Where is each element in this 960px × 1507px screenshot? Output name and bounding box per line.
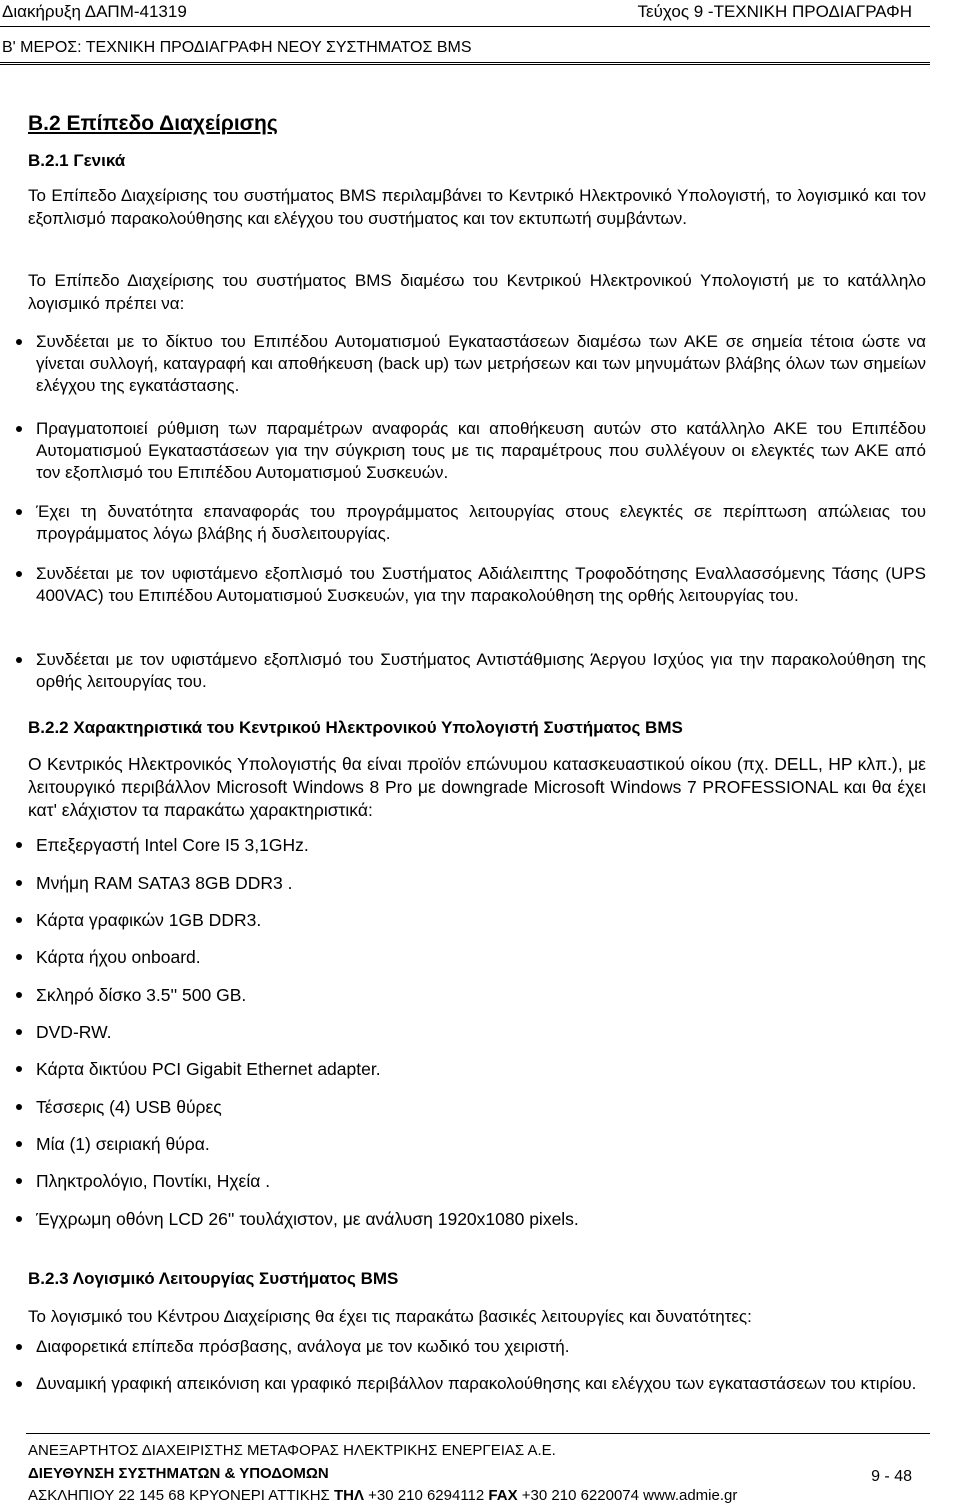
list-item: Συνδέεται με τον υφιστάμενο εξοπλισμό του Συστήματος Αντιστάθμισης Άεργου Ισχύος για την παρακολούθηση της ορθής λειτουργίας του.: [8, 649, 926, 693]
list-item: DVD-RW.: [8, 1021, 926, 1043]
footer-rule: [26, 1433, 930, 1434]
bullet-icon: [16, 1104, 22, 1110]
list-item: Μία (1) σειριακή θύρα.: [8, 1133, 926, 1155]
paragraph-general-1: Το Επίπεδο Διαχείρισης του συστήματος BMS περιλαμβάνει το Κεντρικό Ηλεκτρονικό Υπολογιστή, το λογισμικό και τον εξοπλισμό παρακολούθησης και ελέγχου του συστήματος και τον εκτυπωτή συμβάντων.: [28, 186, 926, 228]
list-item: Πραγματοποιεί ρύθμιση των παραμέτρων αναφοράς και αποθήκευση αυτών στο κατάλληλο ΑΚΕ του Επιπέδου Αυτοματισμού Εγκαταστάσεων για την σύγκριση τους με τις παραμέτρους που συλλέγουν οι ελεγκτές των ΑΚΕ από τον εξοπλισμό του Επιπέδου Αυτοματισμού Συσκευών.: [8, 418, 926, 484]
footer-company: ΑΝΕΞΑΡΤΗΤΟΣ ΔΙΑΧΕΙΡΙΣΤΗΣ ΜΕΤΑΦΟΡΑΣ ΗΛΕΚΤΡΙΚΗΣ ΕΝΕΡΓΕΙΑΣ Α.Ε.: [28, 1442, 556, 1459]
list-item: Κάρτα ήχου onboard.: [8, 946, 926, 968]
bullet-icon: [16, 992, 22, 998]
page-number: 9 - 48: [871, 1468, 912, 1485]
bullet-icon: [16, 1141, 22, 1147]
header-volume: Τεύχος 9 -ΤΕΧΝΙΚΗ ΠΡΟΔΙΑΓΡΑΦΗ: [637, 2, 912, 21]
bullet-icon: [16, 1178, 22, 1184]
list-item: Συνδέεται με το δίκτυο του Επιπέδου Αυτοματισμού Εγκαταστάσεων διαμέσω των ΑΚΕ σε σημεία τέτοια ώστε να γίνεται συλλογή, καταγραφή και αποθήκευση (back up) των μετρήσεων και των μηνυμάτων βλάβης όλων των σημείων ελέγχου της εγκατάστασης.: [8, 331, 926, 397]
header-rule-top: [0, 26, 930, 27]
list-item: Επεξεργαστή Intel Core I5 3,1GHz.: [8, 834, 926, 856]
list-item: Σκληρό δίσκο 3.5'' 500 GB.: [8, 984, 926, 1006]
list-item: Διαφορετικά επίπεδα πρόσβασης, ανάλογα με τον κωδικό του χειριστή.: [8, 1336, 926, 1358]
list-item: Δυναμική γραφική απεικόνιση και γραφικό περιβάλλον παρακολούθησης και ελέγχου των εγκαταστάσεων του κτιρίου.: [8, 1373, 926, 1395]
bullet-icon: [16, 954, 22, 960]
paragraph-software: Το λογισμικό του Κέντρου Διαχείρισης θα έχει τις παρακάτω βασικές λειτουργίες και δυνατότητες:: [28, 1307, 752, 1326]
list-item: Κάρτα δικτύου PCI Gigabit Ethernet adapter.: [8, 1058, 926, 1080]
paragraph-general-2: Το Επίπεδο Διαχείρισης του συστήματος BMS διαμέσω του Κεντρικού Ηλεκτρονικού Υπολογιστή με το κατάλληλο λογισμικό πρέπει να:: [28, 271, 926, 313]
header-rule-double: [0, 62, 930, 68]
bullet-icon: [16, 917, 22, 923]
list-item: Συνδέεται με τον υφιστάμενο εξοπλισμό του Συστήματος Αδιάλειπτης Τροφοδότησης Εναλλασσόμενης Τάσης (UPS 400VAC) του Επιπέδου Αυτοματισμού Συσκευών, για την παρακολούθηση της ορθής λειτουργίας του.: [8, 563, 926, 607]
bullet-icon: [16, 339, 22, 345]
paragraph-computer: Ο Κεντρικός Ηλεκτρονικός Υπολογιστής θα είναι προϊόν επώνυμου κατασκευαστικού οίκου (πχ. DELL, HP κλπ.), με λειτουργικό περιβάλλον Microsoft Windows 8 Pro με downgrade Microsoft Windows 7 PROFESSIONAL και θα έχει κατ' ελάχιστον τα παρακάτω χαρακτηριστικά:: [28, 754, 926, 820]
bullet-icon: [16, 842, 22, 848]
bullet-icon: [16, 1381, 22, 1387]
subsection-title-computer: Β.2.2 Χαρακτηριστικά του Κεντρικού Ηλεκτρονικού Υπολογιστή Συστήματος BMS: [28, 718, 683, 737]
subsection-title-general: Β.2.1 Γενικά: [28, 151, 126, 170]
list-item: Πληκτρολόγιο, Ποντίκι, Ηχεία .: [8, 1170, 926, 1192]
bullet-icon: [16, 657, 22, 663]
bullet-icon: [16, 426, 22, 432]
bullet-icon: [16, 509, 22, 515]
bullet-icon: [16, 1344, 22, 1350]
bullet-icon: [16, 1029, 22, 1035]
bullet-icon: [16, 1216, 22, 1222]
bullet-icon: [16, 571, 22, 577]
footer-division: ΔΙΕΥΘΥΝΣΗ ΣΥΣΤΗΜΑΤΩΝ & ΥΠΟΔΟΜΩΝ: [28, 1465, 329, 1482]
section-title: Β.2 Επίπεδο Διαχείρισης: [28, 112, 278, 135]
footer-address: ΑΣΚΛΗΠΙΟΥ 22 145 68 ΚΡΥΟΝΕΡΙ ΑΤΤΙΚΗΣ ΤΗΛ +30 210 6294112 FAX +30 210 6220074 www.admie.gr: [28, 1487, 738, 1504]
list-item: Έχει τη δυνατότητα επαναφοράς του προγράμματος λειτουργίας στους ελεγκτές σε περίπτωση απώλειας του προγράμματος λόγω βλάβης ή δυσλειτουργίας.: [8, 501, 926, 545]
list-item: Τέσσερις (4) USB θύρες: [8, 1096, 926, 1118]
bullet-icon: [16, 1066, 22, 1072]
list-item: Μνήμη RAM SATA3 8GB DDR3 .: [8, 872, 926, 894]
header-doc-id: Διακήρυξη ΔΑΠΜ-41319: [2, 2, 187, 21]
header-subtitle: Β' ΜΕΡΟΣ: ΤΕΧΝΙΚΗ ΠΡΟΔΙΑΓΡΑΦΗ ΝΕΟΥ ΣΥΣΤΗΜΑΤΟΣ BMS: [2, 39, 472, 56]
subsection-title-software: Β.2.3 Λογισμικό Λειτουργίας Συστήματος BMS: [28, 1269, 399, 1288]
list-item: Έγχρωμη οθόνη LCD 26'' τουλάχιστον, με ανάλυση 1920x1080 pixels.: [8, 1208, 926, 1230]
bullet-icon: [16, 880, 22, 886]
list-item: Κάρτα γραφικών 1GB DDR3.: [8, 909, 926, 931]
